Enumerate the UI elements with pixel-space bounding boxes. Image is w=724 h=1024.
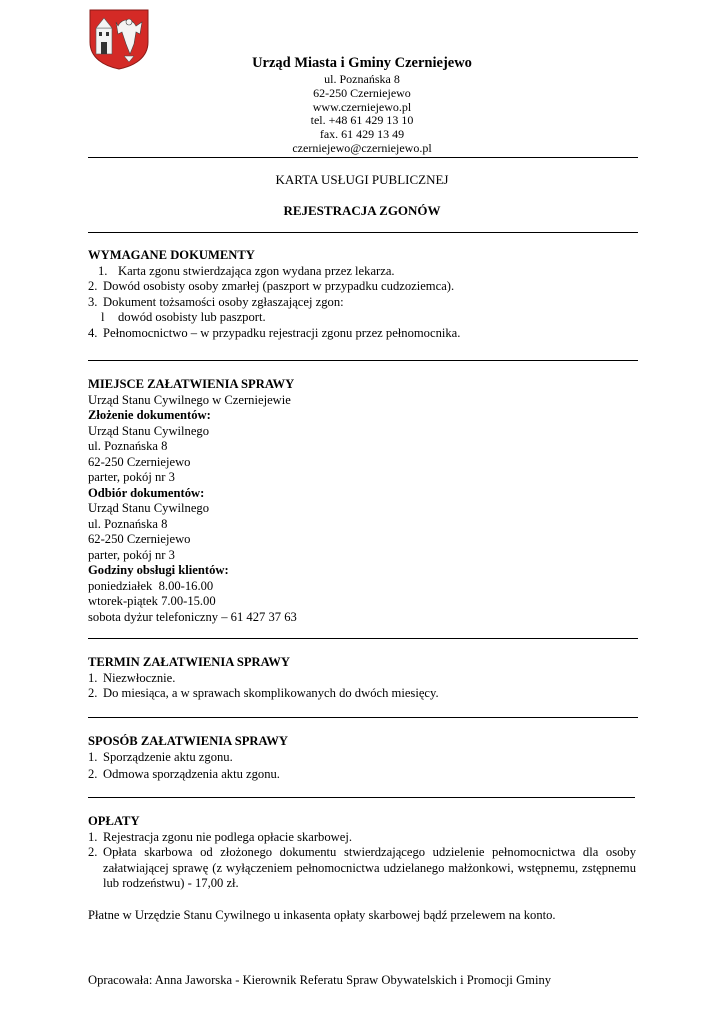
section-heading: WYMAGANE DOKUMENTY (88, 248, 255, 262)
hours-line: sobota dyżur telefoniczny – 61 427 37 63 (88, 609, 297, 624)
service-title: REJESTRACJA ZGONÓW (283, 203, 441, 218)
list-item: 1. Rejestracja zgonu nie podlega opłacie skarbowej. (88, 829, 352, 844)
divider (88, 232, 638, 233)
section-heading: SPOSÓB ZAŁATWIENIA SPRAWY (88, 734, 288, 748)
hours-label: Godziny obsługi klientów: (88, 563, 229, 577)
section-heading: TERMIN ZAŁATWIENIA SPRAWY (88, 655, 290, 669)
hours-line: poniedziałek 8.00-16.00 (88, 578, 214, 593)
pickup-line: parter, pokój nr 3 (88, 547, 175, 562)
org-address (0, 73, 724, 156)
documents-list (88, 264, 636, 342)
divider (88, 638, 638, 639)
divider (88, 717, 638, 718)
payment-note: Płatne w Urzędzie Stanu Cywilnego u inkasenta opłaty skarbowej bądź przelewem na konto. (88, 907, 556, 922)
divider (88, 360, 638, 361)
list-item: 4. Pełnomocnictwo – w przypadku rejestracji zgonu przez pełnomocnika. (88, 325, 461, 340)
divider (88, 797, 635, 798)
footer-author: Opracowała: Anna Jaworska - Kierownik Referatu Spraw Obywatelskich i Promocji Gminy (88, 973, 552, 987)
pickup-line: ul. Poznańska 8 (88, 516, 168, 531)
submission-line: 62-250 Czerniejewo (88, 454, 191, 469)
submission-line: parter, pokój nr 3 (88, 470, 175, 484)
pickup-line: 62-250 Czerniejewo (88, 532, 191, 546)
section-documents (88, 248, 636, 341)
address-line: ul. Poznańska 8 (324, 72, 400, 86)
list-item: 3. Dokument tożsamości osoby zgłaszającej zgon: (88, 294, 344, 309)
section-place (88, 377, 636, 625)
website-link[interactable]: www.czerniejewo.pl (312, 99, 412, 114)
fax-line: fax. 61 429 13 49 (319, 127, 405, 142)
phone-line: tel. +48 61 429 13 10 (310, 113, 414, 128)
section-heading: OPŁATY (88, 814, 140, 828)
list-item: 2. Opłata skarbowa od złożonego dokumentu stwierdzającego udzielenie pełnomocnictwa dla osoby załatwiającej sprawę (z wyłączeniem pełnomocnictwa udzielanego małżonkowi, wstępnemu, zstępnemu lub rodzeństwu) - 17,00 zł. (88, 845, 636, 890)
list-item: 2. Dowód osobisty osoby zmarłej (paszport w przypadku cudzoziemca). (88, 279, 455, 293)
list-item: 1. Sporządzenie aktu zgonu. (88, 749, 233, 764)
section-heading: MIEJSCE ZAŁATWIENIA SPRAWY (88, 377, 295, 391)
list-item: l dowód osobisty lub paszport. (101, 310, 266, 324)
email-link[interactable]: czerniejewo@czerniejewo.pl (292, 140, 432, 155)
address-line: 62-250 Czerniejewo (313, 85, 411, 100)
list-item: 1. Karta zgonu stwierdzająca zgon wydana przez lekarza. (98, 263, 395, 278)
submission-label: Złożenie dokumentów: (88, 408, 211, 422)
pickup-label: Odbiór dokumentów: (88, 485, 205, 500)
deadline-list (88, 671, 636, 702)
card-title: KARTA USŁUGI PUBLICZNEJ (275, 172, 449, 187)
org-name: Urząd Miasta i Gminy Czerniejewo (252, 55, 472, 71)
submission-line: ul. Poznańska 8 (88, 439, 168, 453)
list-item: 2. Odmowa sporządzenia aktu zgonu. (88, 767, 280, 781)
submission-line: Urząd Stanu Cywilnego (88, 423, 210, 438)
list-item: 2. Do miesiąca, a w sprawach skomplikowanych do dwóch miesięcy. (88, 686, 439, 700)
office-name: Urząd Stanu Cywilnego w Czerniejewie (88, 392, 291, 407)
section-method (88, 734, 636, 783)
section-deadline (88, 655, 636, 702)
section-fees (88, 814, 636, 923)
divider (88, 157, 638, 158)
hours-line: wtorek-piątek 7.00-15.00 (88, 594, 216, 608)
method-list (88, 750, 636, 783)
fees-list (88, 830, 636, 892)
list-item: 1. Niezwłocznie. (88, 670, 176, 685)
pickup-line: Urząd Stanu Cywilnego (88, 501, 210, 515)
